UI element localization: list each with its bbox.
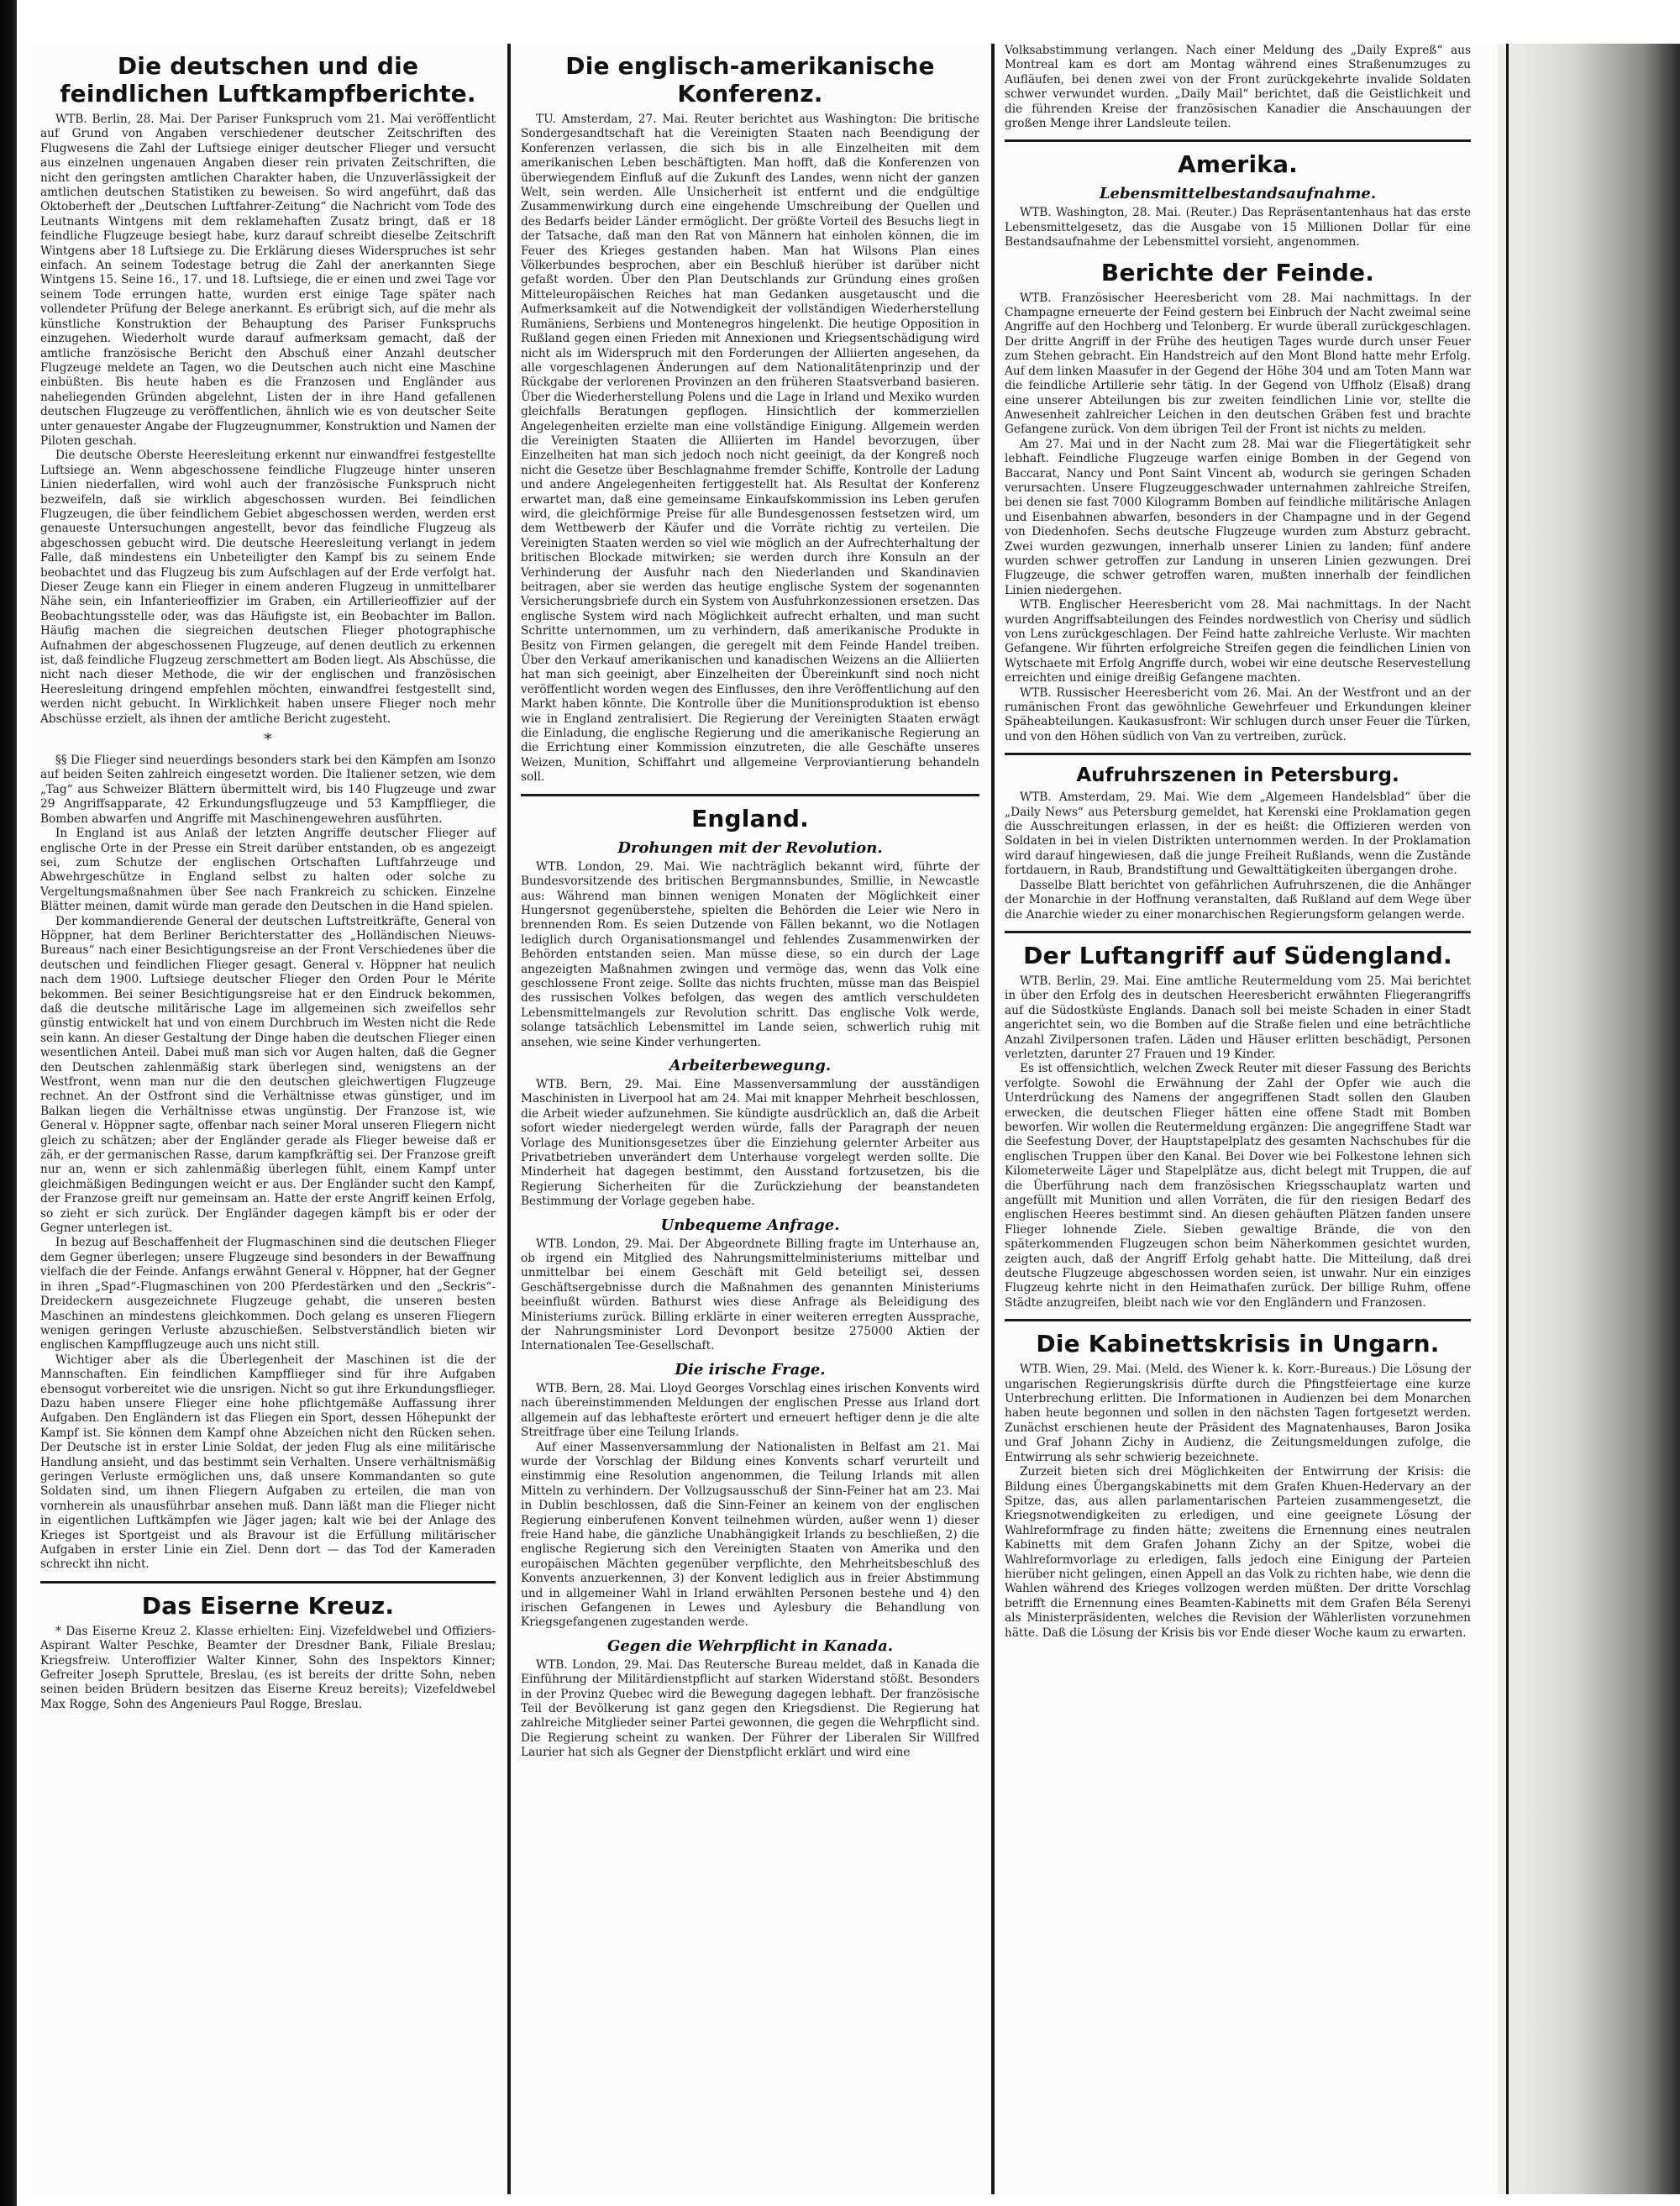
- paragraph: WTB. Washington, 28. Mai. (Reuter.) Das Repräsentantenhaus hat das erste Lebensmittelgesetz, das die Ausgabe von 15 Millionen Dollar für eine Bestandsaufnahme der Lebensmittel vorsieht, angenommen.: [1005, 206, 1471, 249]
- subheadline-irische-frage: Die irische Frage.: [675, 1360, 826, 1379]
- article-separator: [521, 794, 979, 796]
- paragraph: WTB. Amsterdam, 29. Mai. Wie dem „Algemeen Handelsblad“ über die „Daily News“ aus Petersburg gemeldet, hat Kerenski eine Proklamation gegen die Ausschreitungen erlassen, in der es heißt: die Offizieren werden von Soldaten in bei in vielen Distrikten unternommen werden. In der Proklamation wird darauf hingewiesen, daß die junge Freiheit Rußlands, wenn die Zustände fortdauern, in Raub, Brandstiftung und Gewalttätigkeiten übergangen drohe.: [1005, 790, 1471, 878]
- paragraph: * Das Eiserne Kreuz 2. Klasse erhielten: Einj. Vizefeldwebel und Offiziers-Aspirant Walter Peschke, Beamter der Dresdner Bank, Filiale Breslau; Kriegsfreiw. Unteroffizier Walter Kinner, Sohn des Inspektors Kinner; Gefreiter Joseph Spruttele, Breslau, (es ist bereits der dritte Sohn, neben seinen beiden Brüdern besitzen das Eiserne Kreuz bereits); Vizefeldwebel Max Rogge, Sohn des Angenieurs Paul Rogge, Breslau.: [40, 1624, 496, 1711]
- article-separator: [1005, 931, 1471, 933]
- column-rule: [507, 44, 511, 2194]
- headline-amerika: Amerika.: [1178, 150, 1298, 179]
- headline-berichte-der-feinde: Berichte der Feinde.: [1100, 258, 1375, 286]
- column-3: [996, 44, 1479, 2194]
- paragraph: WTB. London, 29. Mai. Wie nachträglich bekannt wird, führte der Bundesvorsitzende des britischen Bergmannsbundes, Smillie, in Newcastle aus: Während man binnen wenigen Monaten der Möglichkeit einer Hungersnot gegenüberstehe, spielten die Behörden die Leier wie Nero in brennenden Rom. Es seien Dutzende von Fällen bekannt, wo die Notlagen lediglich durch Organisationsmangel und fehlendes Zusammenwirken der Behörden entstanden seien. Man müsse diese, so ein durch der Lage angezeigten Maßnahmen zwingen und vermöge das, wenn das Volk eine geschlossene Front zeige. Sollte das nichts fruchten, müsse man das Beispiel des russischen Volkes befolgen, das wegen des amtlich verschuldeten Lebensmittelmangels zur Revolution schritt. Das englische Volk werde, solange tatsächlich Lebensmittel im Lande seien, schwerlich ruhig mit ansehen, wie seine Kinder verhungerten.: [521, 859, 979, 1049]
- headline-luftkampfberichte: Die deutschen und die feindlichen Luftkampfberichte.: [60, 52, 476, 108]
- paragraph: Dasselbe Blatt berichtet von gefährlichen Aufruhrszenen, die die Anhänger der Monarchie in der Hoffnung veranstalten, daß Rußland auf dem Wege über die Anarchie wieder zu einer monarchischen Regierungsform gelangen werde.: [1005, 878, 1471, 922]
- column-rule: [991, 44, 995, 2194]
- article-separator: [1005, 139, 1471, 142]
- headline-englisch-amerikanische-konferenz: Die englisch-amerikanische Konferenz.: [565, 52, 935, 108]
- subheadline-wehrpflicht-kanada: Gegen die Wehrpflicht in Kanada.: [606, 1636, 894, 1655]
- paragraph: WTB. Russischer Heeresbericht vom 26. Mai. An der Westfront und an der rumänischen Front das gewöhnliche Gewehrfeuer und Erkundungen kleiner Späheabteilungen. Kaukasusfront: Wir schlugen durch unser Feuer die Türken, und von den Höhen südlich von Van zu vertreiben, zurück.: [1005, 685, 1471, 743]
- headline-eiserne-kreuz: Das Eiserne Kreuz.: [141, 1591, 395, 1620]
- paragraph: WTB. London, 29. Mai. Der Abgeordnete Billing fragte im Unterhause an, ob irgend ein Mitglied des Nahrungsmittelministeriums mittelbar und unmittelbar bei einem Geschäft mit Geld beteiligt sei, dessen Geschäftsergebnisse durch die Maßnahmen des genannten Ministeriums beeinflußt würden. Bathurst wies diese Anfrage als Beleidigung des Ministeriums zurück. Billing erklärte in einer weiteren erregten Aussprache, der Nahrungsminister Lord Devonport besitze 275000 Aktien der Internationalen Tee-Gesellschaft.: [521, 1237, 979, 1353]
- subheadline-drohungen: Drohungen mit der Revolution.: [617, 838, 883, 857]
- paragraph: In England ist aus Anlaß der letzten Angriffe deutscher Flieger auf englische Orte in der Presse ein Streit darüber entstanden, ob es angezeigt sei, zum Schutze der englischen Ortschaften Luftfahrzeuge und Abwehrgeschütze in England selbst zu halten oder solche zu Vergeltungsmaßnahmen über See nach Frankreich zu schicken. Einzelne Blätter meinen, damit würde man gerade den Deutschen in die Hand spielen.: [40, 827, 496, 914]
- book-binding-spine: [1498, 44, 1680, 2194]
- paragraph: Der kommandierende General der deutschen Luftstreitkräfte, General von Höppner, hat dem Berliner Berichterstatter des „Holländischen Nieuws-Bureaus“ nach einer Besichtigungsreise an der Front Verschiedenes über die deutschen und feindlichen Flieger gesagt. General v. Höppner hat neulich nach dem 1900. Luftsiege deutscher Flieger den Orden Pour le Mérite bekommen. Bei seiner Besichtigungsreise hat er den Eindruck bekommen, daß die deutsche militärische Lage im allgemeinen sich zweifellos sehr günstig entwickelt hat und von einem Durchbruch im Westen nicht die Rede sein kann. An dieser Gestaltung der Dinge haben die deutschen Flieger einen wesentlichen Anteil. Dabei muß man sich vor Augen halten, daß die Gegner den Deutschen zahlenmäßig stark überlegen sind, wenigstens an der Westfront, wenn man nur die den deutschen gleichwertigen Flugzeuge rechnet. An der Ostfront sind die Verhältnisse etwas günstiger, und im Balkan liegen die Verhältnisse etwas ungünstig. Der Franzose ist, wie General v. Höppner sagte, offenbar nach seiner Moral unseren Fliegern nicht gleich zu schätzen; aber der Engländer gerade als Flieger beweise daß er zäh, er der germanischen Rasse, darum kampfkräftig sei. Der Franzose greift nur an, wenn er sich zahlenmäßig überlegen fühlt, einem Kampf unter gleichmäßigen Bedingungen weicht er aus. Der Engländer sucht den Kampf, der Franzose greift nur gemeinsam an. Hatte der erste Angriff keinen Erfolg, so zieht er sich zurück. Der Engländer dagegen kämpft bis er oder der Gegner unterlegen ist.: [40, 914, 496, 1236]
- paragraph: WTB. Berlin, 28. Mai. Der Pariser Funkspruch vom 21. Mai veröffentlicht auf Grund von Angaben verschiedener deutscher Zeitschriften des Flugwesens die Zahl der Luftsiege einiger deutscher Flieger und versucht aus einzelnen ungenauen Angaben dieser rein privaten Zeitschriften, die nicht den geringsten amtlichen Charakter haben, die Unzuverlässigkeit der amtlichen deutschen Statistiken zu beweisen. So wird angeführt, daß das Oktoberheft der „Deutschen Luftfahrer-Zeitung“ die Nachricht vom Tode des Leutnants Wintgens mit dem reklamehaften Zusatz bringt, daß er 18 feindliche Flugzeuge besiegt habe, kurz darauf schreibt dieselbe Zeitschrift Wintgens aber 18 Luftsiege zu. Die Erklärung dieses Widerspruches ist sehr einfach. An seinem Todestage betrug die Zahl der anerkannten Siege Wintgens 15. Seine 16., 17. und 18. Luftsiege, die er einen und zwei Tage vor seinem Tode errungen hatte, wurden erst einige Tage später nach vollendeter Prüfung der Belege anerkannt. Es erübrigt sich, auf die mehr als künstliche Konstruktion der Behauptung des Pariser Funkspruchs einzugehen. Wiederholt wurde darauf aufmerksam gemacht, daß der amtliche französische Bericht den Abschuß einer Anzahl deutscher Flugzeuge meldete an Tagen, wo die Deutschen auch nicht eine Maschine einbüßten. Bis heute haben es die Franzosen und Engländer aus naheliegenden Gründen abgelehnt, Listen der in ihre Hand gefallenen deutschen Flugzeuge zu veröffentlichen, ähnlich wie es von deutscher Seite unter genauester Angabe der Flugzeugnummer, Konstruktion und Namen der Piloten geschah.: [40, 113, 496, 448]
- headline-england: England.: [691, 804, 809, 833]
- paragraph: Die deutsche Oberste Heeresleitung erkennt nur einwandfrei festgestellte Luftsiege an. Wenn abgeschossene feindliche Flugzeuge hinter unseren Linien niederfallen, wird wohl auch der französische Funkspruch nicht bezweifeln, daß sie wirklich abgeschossen wurden. Bei feindlichen Flugzeugen, die über feindlichem Gebiet abgeschossen werden, werden erst genaueste Untersuchungen angestellt, bevor das feindliche Flugzeug als abgeschossen gebucht wird. Die deutsche Heeresleitung verlangt in jedem Falle, daß mindestens ein Unbeteiligter den Kampf bis zu seinem Ende beobachtet und das Flugzeug bis zum Aufschlagen auf der Erde verfolgt hat. Dieser Zeuge kann ein Flieger in einem anderen Flugzeug in unmittelbarer Nähe sein, ein Infanterieoffizier im Graben, ein Artillerieoffizier auf der Beobachtungsstelle oder, was das Häufigste ist, ein Beobachter im Ballon. Häufig machen die siegreichen deutschen Flieger photographische Aufnahmen der abgeschossenen Flugzeuge, auf denen deutlich zu erkennen ist, daß feindliche Flugzeug zerschmettert am Boden liegt. Als Abschüsse, die nicht nach dieser Methode, die wir der englischen und französischen Heeresleitung dringend empfehlen möchten, einwandfrei festgestellt sind, werden nicht gebucht. In Wirklichkeit haben unsere Flieger noch mehr Abschüsse erzielt, als ihnen der amtliche Bericht zugesteht.: [40, 449, 496, 726]
- paragraph: Es ist offensichtlich, welchen Zweck Reuter mit dieser Fassung des Berichts verfolgte. Sowohl die Erwähnung der Zahl der Opfer wie auch die Unterdrückung des Namens der angegriffenen Stadt sollen den Glauben erwecken, die deutschen Flieger hätten eine offene Stadt mit Bomben beworfen. Wir wollen die Reutermeldung ergänzen: Die angegriffene Stadt war die Seefestung Dover, der Hauptstapelplatz des gesamten Nachschubes für die englischen Truppen über den Kanal. Bei Dover wie bei Folkestone lehnen sich Kilometerweite Läger und Stapelplätze aus, dicht belegt mit Truppen, die auf die Überführung nach dem französischen Kriegsschauplatz warten und angefüllt mit Munition und allen Vorräten, die für den riesigen Bedarf des englischen Heeres bestimmt sind. An diesen gehäuften Plätzen fanden unsere Flieger lohnende Ziele. Sieben gewaltige Brände, die von den späterkommenden Flugzeugen schon beim Näherkommen gesichtet wurden, zeigten auch, daß der Angriff Erfolg gehabt hatte. Die Mitteilung, daß drei deutsche Flugzeuge abgeschossen worden seien, ist unwahr. Nur ein einziges Flugzeug kehrte nicht in den Heimathafen zurück. Der billige Ruhm, offene Städte anzugreifen, bleibt nach wie vor den Engländern und Franzosen.: [1005, 1062, 1471, 1310]
- newspaper-page: [32, 44, 1680, 2194]
- paragraph: WTB. Bern, 28. Mai. Lloyd Georges Vorschlag eines irischen Konvents wird nach übereinstimmenden Meldungen der englischen Presse aus Irland dort allgemein auf das lebhafteste erörtert und erneuert heftiger denn je die alte Streitfrage über eine Teilung Irlands.: [521, 1381, 979, 1440]
- paragraph: Volksabstimmung verlangen. Nach einer Meldung des „Daily Expreß“ aus Montreal kam es dort am Montag während eines Straßenumzuges zu Aufläufen, bei denen zwei von der Front zurückgekehrte invalide Soldaten schwer verwundet wurden. „Daily Mail“ berichtet, daß die Geistlichkeit und die führenden Kreise der französischen Kanadier die Anschauungen der großen Menge ihrer Landsleute teilen.: [1005, 44, 1471, 131]
- paragraph: WTB. Englischer Heeresbericht vom 28. Mai nachmittags. In der Nacht wurden Angriffsabteilungen des Feindes nordwestlich von Cherisy und südlich von Lens zurückgeschlagen. Der Feind hatte zahlreiche Verluste. Wir machten Gefangene. Wir führten erfolgreiche Streifen gegen die feindlichen Linien von Wytschaete mit Erfolg Angriffe durch, wobei wir eine deutsche Reservestellung erreichten und einige dreißig Gefangene machten.: [1005, 598, 1471, 685]
- paragraph: Wichtiger aber als die Überlegenheit der Maschinen ist die der Mannschaften. Ein feindlichen Kampfflieger sind für ihre Aufgaben ebensogut vorbereitet wie die unsrigen. Nicht so gut ihre Erkundungsflieger. Dazu haben unsere Flieger eine hohe pflichtgemäße Auffassung ihrer Aufgaben. Den Engländern ist das Fliegen ein Sport, dessen Höhepunkt der Kampf ist. Sie können dem Kampf ohne Abzeichen nicht den Rücken sehen. Der Deutsche ist in erster Linie Soldat, der jeden Flug als eine militärische Handlung ansieht, und das bestimmt sein Verhalten. Unsere verhältnismäßig geringen Verluste ermöglichen uns, daß unsere Kommandanten so gute Soldaten sind, um ihnen Fliegern Aufgaben zu erteilen, die man von vornherein als unausführbar ansehen muß. Dann läßt man die Flieger nicht in eigentlichen Luftkämpfen wie Jäger jagen; kalt wie bei der Anlage des Krieges ist Sportgeist und als Bravour ist die Erfüllung militärischer Aufgaben in erster Linie ein Ziel. Denn dort — das Tod der Kameraden schreckt ihn nicht.: [40, 1352, 496, 1572]
- subheadline-unbequeme-anfrage: Unbequeme Anfrage.: [660, 1216, 840, 1234]
- subheadline-arbeiterbewegung: Arbeiterbewegung.: [669, 1056, 832, 1074]
- paragraph: TU. Amsterdam, 27. Mai. Reuter berichtet aus Washington: Die britische Sondergesandtschaft hat die Vereinigten Staaten nach Beendigung der Konferenzen verlassen, die sich bis in alle Einzelheiten mit dem amerikanischen Leben beschäftigten. Man hofft, daß die Konferenzen von überwiegendem Einfluß auf die Zukunft des Landes, wenn nicht der ganzen Welt, sein werden. Alle Unsicherheit ist entfernt und die endgültige Zusammenwirkung durch eine eingehende Umschreibung der Quellen und des Bedarfs beider Länder ermöglicht. Der größte Vorteil des Besuchs liegt in der Tatsache, daß man den Rat von Männern hat einholen können, die im Feuer des Krieges gestanden haben. Man hat Wilsons Plan eines Völkerbundes besprochen, aber ein Beschluß hierüber ist darüber nicht gefaßt worden. Über den Plan Deutschlands zur Gründung eines großen Mitteleuropäischen Reiches hat man Gedanken ausgetauscht und die Aufmerksamkeit auf die Notwendigkeit der vollständigen Wiederherstellung Rumäniens, Serbiens und Montenegros hingelenkt. Die heutige Opposition in Rußland gegen einen Frieden mit Annexionen und Kriegsentschädigung wird nicht als im Widerspruch mit den Forderungen der Alliierten angesehen, da alle vorgeschlagenen Änderungen auf dem Nationalitätenprinzip und der Rückgabe der verlorenen Provinzen an den früheren Staatsverband basieren. Über die Wiederherstellung Polens und die Lage in Irland und Mexiko wurden gleichfalls Beratungen gepflogen. Hinsichtlich der kommerziellen Angelegenheiten erzielte man eine vollständige Einigung. Allgemein werden die Vereinigten Staaten die Alliierten im Handel bevorzugen, über Einzelheiten hat man sich jedoch noch nicht geeinigt, da der Kongreß noch nicht die Gesetze über Beschlagnahme fremder Schiffe, Kontrolle der Ladung und andere Angelegenheiten fertiggestellt hat. Als Resultat der Konferenz erwartet man, daß eine gemeinsame Einkaufskommission ins Leben gerufen wird, die gleichförmige Preise für alle Bundesgenossen festsetzen wird, um dem Wettbewerb der Käufer und die Vorräte richtig zu verteilen. Die Vereinigten Staaten werden so viel wie möglich an der Aufrechterhaltung der britischen Blockade mitwirken; sie werden durch ihre Konsuln an der Verhinderung der Ausfuhr nach den Niederlanden und Skandinavien beitragen, aber sie werden das heutige englische System der sogenannten Versicherungsbriefe durch ein System von Ausfuhrkonzessionen ersetzen. Das englische System wird nach Möglichkeit aufrecht erhalten, und man sucht Schritte unternommen, um zu verhindern, daß amerikanische Produkte in Besitz von Firmen gelangen, die geregelt mit dem Feinde Handel treiben. Über den Verkauf amerikanischen und kanadischen Weizens an die Alliierten hat man sich geeinigt, aber Einzelheiten der Übereinkunft sind noch nicht veröffentlicht worden wegen des Einflusses, den ihre Veröffentlichung auf den Markt haben könnte. Die Kontrolle über die Munitionsproduktion ist ebenso wie in England zentralisiert. Die Regierung der Vereinigten Staaten erwägt die Einladung, die englische Regierung und die amerikanische Regierung an die Errichtung einer Kommission einzutreten, die alle Geschäfte unseres Weizen, Munition, Schiffahrt und allgemeine Verproviantierung behandeln soll.: [521, 113, 979, 785]
- paragraph: Am 27. Mai und in der Nacht zum 28. Mai war die Fliegertätigkeit sehr lebhaft. Feindliche Flugzeuge warfen einige Bomben in der Gegend von Baccarat, Nancy und Pont Saint Vincent ab, wodurch sie geringen Schaden verursachten. Unsere Flugzeuggeschwader unternahmen zahlreiche Streifen, bei denen sie fast 7000 Kilogramm Bomben auf feindliche militärische Anlagen und Eisenbahnen abwarfen, besonders in der Champagne und in der Gegend von Diedenhofen. Sechs deutsche Flugzeuge wurden zum Absturz gebracht. Zwei wurden gezwungen, innerhalb unserer Linien zu landen; fünf andere wurden schwer getroffen zur Landung in unseren Linien gezwungen. Drei Flugzeuge, die schwer getroffen waren, mußten innerhalb der feindlichen Linien niedergehen.: [1005, 437, 1471, 597]
- paragraph: WTB. London, 29. Mai. Das Reutersche Bureau meldet, daß in Kanada die Einführung der Militärdienstpflicht auf starken Widerstand stößt. Besonders in der Provinz Quebec wird die Bewegung dagegen lebhaft. Der französische Teil der Bevölkerung ist ganz gegen den Kriegsdienst. Die Regierung hat zahlreiche Mitglieder seiner Partei gewonnen, die gegen die Wehrpflicht sind. Die Regierung scheint zu wanken. Der Führer der Liberalen Sir Willfred Laurier hat sich als Gegner der Dienstpflicht erklärt und wird eine: [521, 1657, 979, 1760]
- headline-luftangriff-suedengland: Der Luftangriff auf Südengland.: [1023, 941, 1452, 969]
- paragraph: Zurzeit bieten sich drei Möglichkeiten der Entwirrung der Krisis: die Bildung eines Übergangskabinetts mit dem Grafen Khuen-Hedervary an der Spitze, das, aus allen parlamentarischen Parteien zusammengesetzt, die Kriegsnotwendigkeiten zu erledigen, und eine geeignete Lösung der Wahlreformfrage zu finden hätte; zweitens die Ernennung eines neutralen Kabinetts mit dem Grafen Johann Zichy an der Spitze, wobei die Wahlreformvorlage zu erledigen, falls jedoch eine Einigung der Parteien hierüber nicht gelingen, einen Appell an das Volk zu richten habe, wie denn die Wahlen während des Krieges vollzogen werden müßten. Der dritte Vorschlag betrifft die Ernennung eines Beamten-Kabinetts mit dem Grafen Béla Serenyi als Ministerpräsidenten, welches die Revision der Wählerlisten vorzunehmen hätte. Daß die Lösung der Krisis bis vor Ende dieser Woche kaum zu erwarten.: [1005, 1465, 1471, 1640]
- section-asterisk: *: [264, 731, 272, 749]
- column-1: [32, 44, 504, 2194]
- paragraph: WTB. Wien, 29. Mai. (Meld. des Wiener k. k. Korr.-Bureaus.) Die Lösung der ungarischen Regierungskrisis dürfte durch die Pfingstfeiertage eine kurze Unterbrechung erlitten. Die Informationen in Audienzen bei dem Monarchen haben heute begonnen und sollen in den nächsten Tagen fortgesetzt werden. Zunächst erschienen heute der Präsident des Magnatenhauses, Baron Josika und Graf Johann Zichy in Audienz, die Zeitungsmeldungen zufolge, die Entwirrung als sehr schwierig bezeichnete.: [1005, 1363, 1471, 1464]
- paragraph: §§ Die Flieger sind neuerdings besonders stark bei den Kämpfen am Isonzo auf beiden Seiten zahlreich eingesetzt worden. Die Italiener setzen, wie dem „Tag“ aus Schweizer Blättern übermittelt wird, bis 140 Flugzeuge und zwar 29 Angriffsapparate, 42 Erkundungsflugzeuge und 53 Kampfflieger, die Bomben abwarfen und Angriffe mit Maschinengewehren ausführten.: [40, 754, 496, 826]
- article-separator: [1005, 753, 1471, 755]
- paragraph: Auf einer Massenversammlung der Nationalisten in Belfast am 21. Mai wurde der Vorschlag der Bildung eines Konvents scharf verurteilt und einstimmig eine Resolution angenommen, die Teilung Irlands mit allen Mitteln zu verhindern. Der Vollzugsausschuß der Sinn-Feiner hat am 23. Mai in Dublin beschlossen, daß die Sinn-Feiner an keinem von der englischen Regierung einberufenen Konvent teilnehmen würden, außer wenn 1) dieser freie Hand habe, die gänzliche Unabhängigkeit Irlands zu beschließen, 2) die englische Regierung sich den Vereinigten Staaten von Amerika und den europäischen Mächten gegenüber verpflichte, den Mehrheitsbeschluß des Konvents anzuerkennen, 3) der Konvent lediglich aus in freier Abstimmung und in allgemeiner Wahl in Irland erwählten Personen bestehe und 4) den irischen Gefangenen in Lewes und Aylesbury die Behandlung von Kriegsgefangenen zugestanden werde.: [521, 1440, 979, 1630]
- scan-border: [0, 0, 17, 2206]
- paragraph: WTB. Berlin, 29. Mai. Eine amtliche Reutermeldung vom 25. Mai berichtet in über den Erfolg des in deutschen Heeresbericht erwähnten Fliegerangriffs auf die Südostküste Englands. Danach soll bei meiste Schaden in einer Stadt angerichtet sein, wo die Bomben auf die Straße fielen und eine beträchtliche Anzahl Zivilpersonen trafen. Läden und Häuser erlitten beschädigt, Personen verletzten, darunter 27 Frauen und 19 Kinder.: [1005, 974, 1471, 1061]
- column-2: [512, 44, 988, 2194]
- article-separator: [40, 1581, 496, 1584]
- headline-kabinettskrisis-ungarn: Die Kabinettskrisis in Ungarn.: [1036, 1330, 1440, 1358]
- paragraph: In bezug auf Beschaffenheit der Flugmaschinen sind die deutschen Flieger dem Gegner überlegen; unsere Flugzeuge sind besonders in der Bewaffnung vielfach die der Feinde. Anfangs erwähnt General v. Höppner, hat der Gegner in ihren „Spad“-Flugmaschinen von 200 Pferdestärken und den „Seckris“-Dreideckern ausgezeichnete Flugzeuge gehabt, die unseren besten Maschinen an mindestens gleichkommen. Doch gelang es unseren Fliegern wenigen geringen Verluste abzuschießen. Selbstverständlich bieten wir englischen Kampfflugzeuge auch uns nicht still.: [40, 1236, 496, 1352]
- article-separator: [1005, 1319, 1471, 1321]
- paragraph: WTB. Bern, 29. Mai. Eine Massenversammlung der ausständigen Maschinisten in Liverpool hat am 24. Mai mit knapper Mehrheit beschlossen, die Arbeit wieder aufzunehmen. Sie kündigte ausdrücklich an, daß die Arbeit sofort wieder niedergelegt werden würde, falls der Paragraph der neuen Vorlage des Munitionsgesetzes über die Einziehung gelernter Arbeiter aus Privatbetrieben unverändert dem Unterhause vorgelegt werden sollte. Die Minderheit hat dagegen bestimmt, den Ausstand fortzusetzen, bis die Regierung Sicherheiten für die Zurückziehung der beanstandeten Bestimmung der Vorlage gegeben habe.: [521, 1077, 979, 1209]
- subheadline-lebensmittelbestandsaufnahme: Lebensmittelbestandsaufnahme.: [1099, 185, 1377, 203]
- paragraph: WTB. Französischer Heeresbericht vom 28. Mai nachmittags. In der Champagne erneuerte der Feind gestern bei Einbruch der Nacht zweimal seine Angriffe auf den Hochberg und Telonberg. Er wurde überall zurückgeschlagen. Der dritte Angriff in der Frühe des heutigen Tages wurde durch unser Feuer zum Stehen gebracht. Ein Handstreich auf den Mont Blond hatte mehr Erfolg. Auf dem linken Maasufer in der Gegend der Höhe 304 und am Toten Mann war die feindliche Artillerie sehr tätig. In der Gegend von Uffholz (Elsaß) drang eine unserer Abteilungen bis zur zweiten feindlichen Linie vor, stellte die Anwesenheit zahlreicher Leichen in den deutschen Gräben fest und brachte Gefangene zurück. Von dem übrigen Teil der Front ist nichts zu melden.: [1005, 291, 1471, 437]
- headline-aufruhrszenen-petersburg: Aufruhrszenen in Petersburg.: [1076, 764, 1399, 787]
